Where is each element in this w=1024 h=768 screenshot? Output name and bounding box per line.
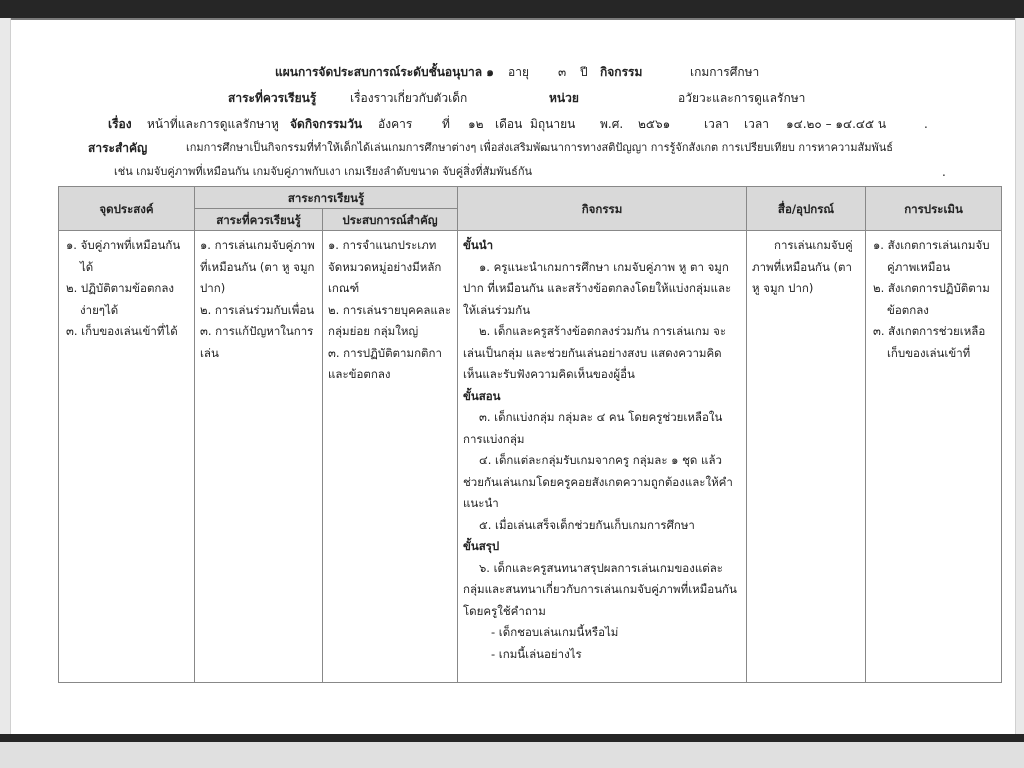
unit-label: หน่วย [549, 91, 579, 105]
summary-heading: ขั้นสรุป [463, 539, 500, 553]
month-value: มิถุนายน [530, 117, 576, 131]
header-content-to-learn: สาระที่ควรเรียนรู้ [195, 209, 323, 231]
experience-item: ๓. การปฏิบัติตามกติกาและข้อตกลง [328, 345, 442, 381]
header-media: สื่อ/อุปกรณ์ [747, 187, 866, 231]
age-value: ๓ [558, 65, 567, 79]
experience-item: ๒. การเล่นรายบุคคลและกลุ่มย่อย กลุ่มใหญ่ [328, 302, 452, 338]
year-value: ๒๕๖๑ [638, 117, 671, 131]
activities-cell [458, 231, 747, 683]
topic-value: หน้าที่และการดูแลรักษาหู [147, 117, 279, 131]
evaluation-item: ๓. สังเกตการช่วยเหลือเก็บของเล่นเข้าที่ [873, 324, 986, 360]
window-top-divider [0, 18, 1024, 20]
line5-trailing-dot: . [942, 165, 946, 179]
line3-trailing-dot: . [924, 117, 928, 131]
day-label: จัดกิจกรรมวัน [290, 117, 363, 131]
header-key-experience: ประสบการณ์สำคัญ [323, 209, 458, 231]
month-label: เดือน [495, 117, 523, 131]
activity-value: เกมการศึกษา [690, 65, 760, 79]
time-value: ๑๔.๒๐ – ๑๔.๔๕ น [786, 117, 887, 131]
activity-label: กิจกรรม [600, 65, 643, 79]
media-cell [747, 231, 866, 683]
time-label: เวลา [704, 117, 729, 131]
plan-title: แผนการจัดประสบการณ์ระดับชั้นอนุบาล ๑ [275, 65, 494, 79]
date-label: ที่ [442, 117, 450, 131]
time-label-2: เวลา [744, 117, 769, 131]
objective-item: ๑. จับคู่ภาพที่เหมือนกันได้ [66, 238, 181, 274]
media-line: การเล่นเกมจับคู่ [774, 238, 853, 252]
question-item: - เด็กชอบเล่นเกมนี้หรือไม่ [491, 625, 619, 639]
day-value: อังคาร [378, 117, 413, 131]
header-evaluation: การประเมิน [866, 187, 1002, 231]
essence-label: สาระสำคัญ [88, 141, 148, 155]
objective-item: ๓. เก็บของเล่นเข้าที่ได้ [66, 324, 178, 338]
header-objective: จุดประสงค์ [59, 187, 195, 231]
media-line: ภาพที่เหมือนกัน (ตา หู จมูก ปาก) [752, 259, 852, 295]
window-top-bar [0, 0, 1024, 18]
page-right-margin [1015, 18, 1024, 734]
unit-value: อวัยวะและการดูแลรักษา [678, 91, 806, 105]
activity-step: ๓. เด็กแบ่งกลุ่ม กลุ่มละ ๔ คน โดยครูช่วยเหลือในการแบ่งกลุ่ม [463, 410, 723, 446]
evaluation-item: ๒. สังเกตการปฏิบัติตามข้อตกลง [873, 281, 990, 317]
year-label: พ.ศ. [600, 117, 624, 131]
header-learning-content: สาระการเรียนรู้ [195, 187, 458, 209]
content-to-learn-cell [195, 231, 323, 683]
topic-label: เรื่อง [108, 117, 132, 131]
content-item: ๑. การเล่นเกมจับคู่ภาพที่เหมือนกัน (ตา หู จมูก ปาก) [200, 238, 315, 295]
intro-heading: ขั้นนำ [463, 238, 494, 252]
content-label: สาระที่ควรเรียนรู้ [228, 91, 317, 105]
evaluation-cell [866, 231, 1002, 683]
question-item: - เกมนี้เล่นอย่างไร [491, 646, 582, 661]
key-experience-cell [323, 231, 458, 683]
essence-text: เกมการศึกษาเป็นกิจกรรมที่ทำให้เด็กได้เล่นเกมการศึกษาต่างๆ เพื่อส่งเสริมพัฒนาการทางสติปัญญา การรู้จักสังเกต การเปรียบเทียบ การหาความสัมพันธ์ [186, 141, 893, 154]
content-item: ๒. การเล่นร่วมกับเพื่อน [200, 302, 315, 317]
essence-examples: เช่น เกมจับคู่ภาพที่เหมือนกัน เกมจับคู่ภาพกับเงา เกมเรียงลำดับขนาด จับคู่สิ่งที่สัมพันธ์กัน [114, 165, 533, 178]
content-item: ๓. การแก้ปัญหาในการเล่น [200, 324, 314, 360]
window-bottom-strip [0, 742, 1024, 768]
lesson-plan-table [58, 186, 1002, 683]
activity-step: ๒. เด็กและครูสร้างข้อตกลงร่วมกัน การเล่นเกม จะเล่นเป็นกลุ่ม และช่วยกันเล่นอย่างสงบ แสดงความคิดเห็นและรับฟังความคิดเห็นของผู้อื่น [463, 324, 727, 381]
evaluation-item: ๑. สังเกตการเล่นเกมจับคู่ภาพเหมือน [873, 238, 990, 274]
teach-heading: ขั้นสอน [463, 388, 501, 403]
objectives-cell [59, 231, 195, 683]
objective-item: ๒. ปฏิบัติตามข้อตกลงง่ายๆได้ [66, 281, 175, 317]
experience-item: ๑. การจำแนกประเภท จัดหมวดหมู่อย่างมีหลักเกณฑ์ [328, 238, 442, 295]
activity-step: ๕. เมื่อเล่นเสร็จเด็กช่วยกันเก็บเกมการศึกษา [479, 517, 695, 532]
header-activities: กิจกรรม [458, 187, 747, 231]
activity-step: ๖. เด็กและครูสนทนาสรุปผลการเล่นเกมของแต่ละกลุ่มและสนทนาเกี่ยวกับการเล่นเกมจับคู่ภาพที่เหมือนกันโดยครูใช้คำถาม [463, 560, 737, 618]
page-left-margin [0, 18, 11, 734]
age-label: อายุ [508, 65, 529, 79]
date-day: ๑๒ [468, 117, 484, 131]
activity-step: ๑. ครูแนะนำเกมการศึกษา เกมจับคู่ภาพ หู ตา จมูก ปาก ที่เหมือนกัน และสร้างข้อตกลงโดยให้แบ่งกลุ่มและให้เล่นร่วมกัน [463, 259, 732, 317]
content-value: เรื่องราวเกี่ยวกับตัวเด็ก [350, 91, 468, 105]
age-unit: ปี [580, 65, 588, 79]
activity-step: ๔. เด็กแต่ละกลุ่มรับเกมจากครู กลุ่มละ ๑ ชุด แล้วช่วยกันเล่นเกมโดยครูคอยสังเกตความถูกต้องและให้คำแนะนำ [463, 453, 733, 510]
